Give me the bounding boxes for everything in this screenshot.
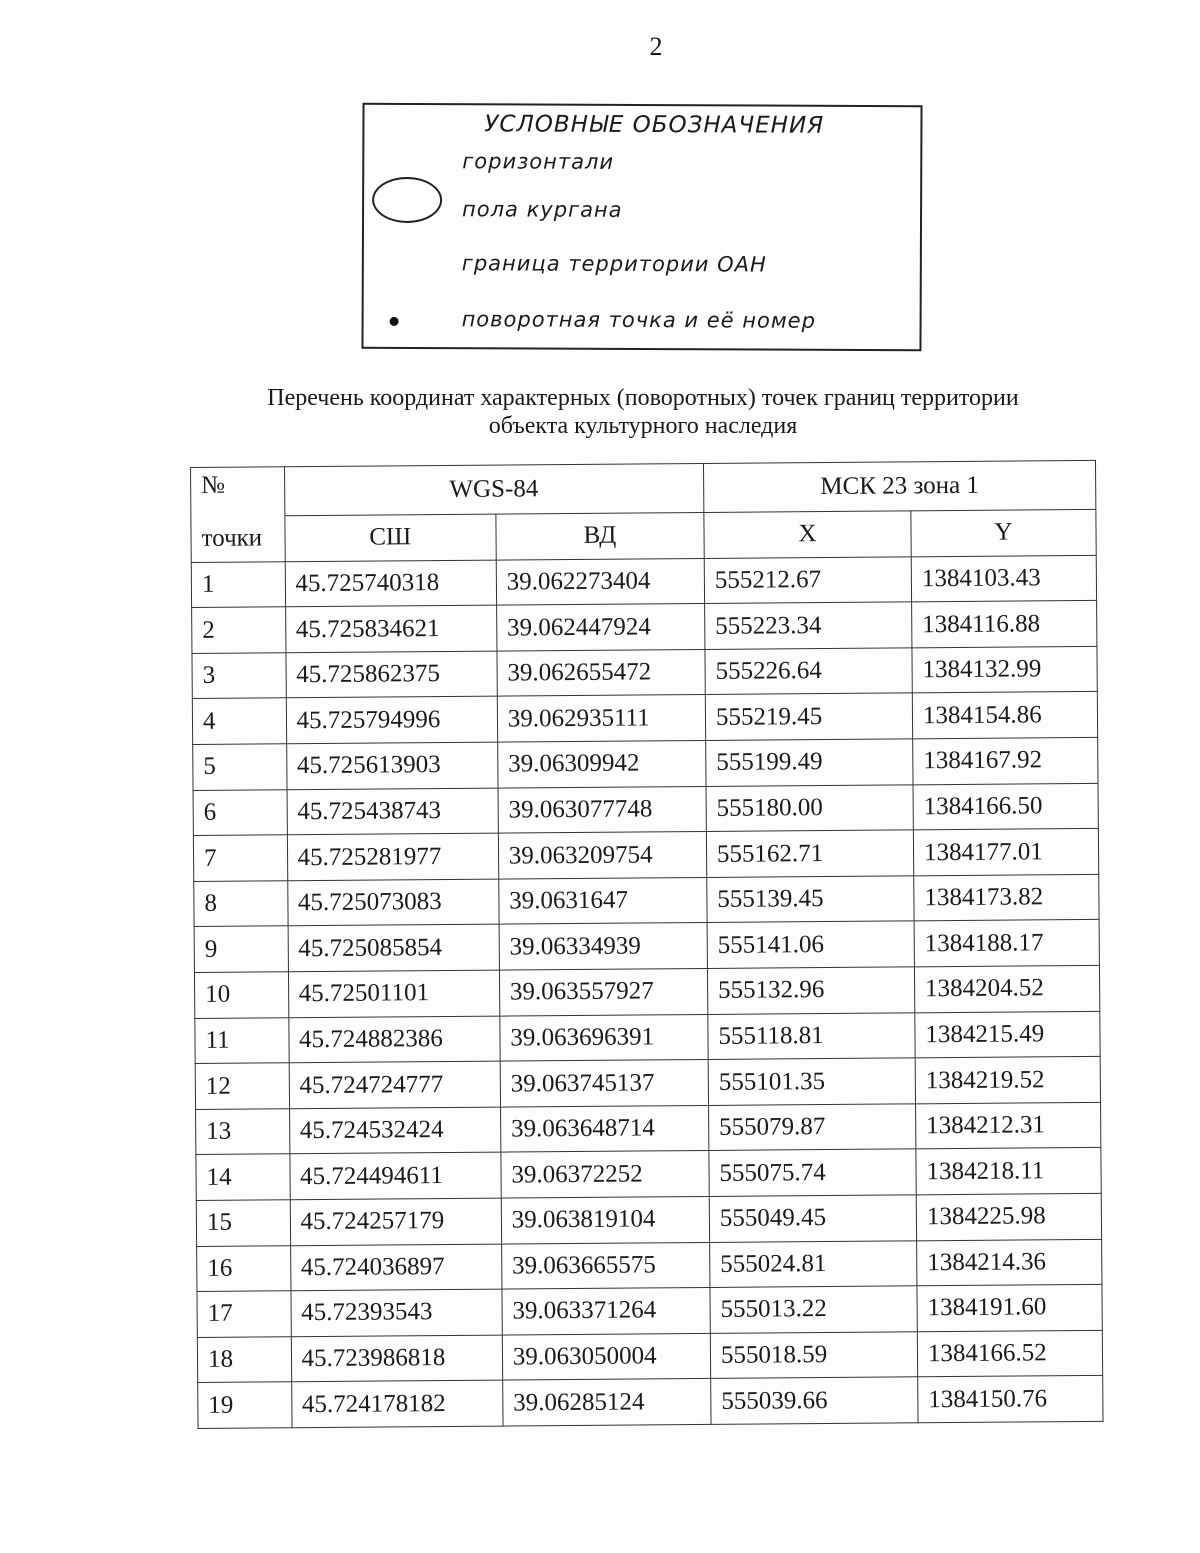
x-coordinate-cell: 555223.34 (705, 602, 912, 649)
table-row (197, 1239, 1102, 1292)
longitude-cell: 39.063745137 (500, 1060, 708, 1107)
table-subheader-row (191, 509, 1096, 562)
latitude-cell: 45.725281977 (287, 833, 499, 880)
point-number-cell: 16 (197, 1245, 291, 1291)
y-coordinate-cell: 1384132.99 (912, 646, 1097, 693)
table-row (193, 737, 1098, 790)
point-number-cell: 7 (193, 835, 287, 881)
y-coordinate-cell: 1384167.92 (913, 737, 1098, 784)
point-number-cell: 15 (196, 1200, 290, 1246)
point-number-cell: 11 (195, 1017, 289, 1063)
header-wgs: WGS-84 (284, 463, 704, 515)
table-row (192, 646, 1097, 699)
longitude-cell: 39.063557927 (499, 968, 707, 1015)
table-row (192, 692, 1097, 745)
table-caption (200, 384, 1086, 440)
latitude-cell: 45.725834621 (285, 605, 497, 652)
latitude-cell: 45.725862375 (286, 651, 498, 698)
table-row (191, 555, 1096, 608)
point-number-cell: 3 (192, 653, 286, 699)
table-row (194, 920, 1099, 973)
longitude-cell: 39.063696391 (500, 1014, 708, 1061)
longitude-cell: 39.062935111 (497, 695, 705, 742)
table-row (195, 1011, 1100, 1064)
legend-item-boundary: граница территории ОАН (461, 251, 767, 277)
y-coordinate-cell: 1384212.31 (916, 1102, 1101, 1149)
latitude-cell: 45.724724777 (289, 1061, 501, 1108)
y-coordinate-cell: 1384166.50 (913, 783, 1098, 830)
y-coordinate-cell: 1384204.52 (914, 965, 1099, 1012)
point-number-cell: 12 (195, 1063, 289, 1109)
point-number-cell: 17 (197, 1291, 291, 1337)
page-number: 2 (649, 32, 663, 61)
latitude-cell: 45.725085854 (288, 925, 500, 972)
y-coordinate-cell: 1384191.60 (917, 1285, 1102, 1332)
y-coordinate-cell: 1384116.88 (912, 601, 1097, 648)
point-number-cell: 8 (194, 881, 288, 927)
caption-line-1: Перечень координат характерных (поворотных) точек границ территории (267, 385, 1019, 411)
longitude-cell: 39.063665575 (501, 1242, 709, 1289)
y-coordinate-cell: 1384166.52 (917, 1330, 1102, 1377)
point-number-cell: 13 (196, 1109, 290, 1155)
longitude-cell: 39.062655472 (497, 649, 705, 696)
longitude-cell: 39.063077748 (498, 786, 706, 833)
latitude-cell: 45.724532424 (289, 1107, 501, 1154)
y-coordinate-cell: 1384214.36 (917, 1239, 1102, 1286)
longitude-cell: 39.06372252 (501, 1151, 709, 1198)
longitude-cell: 39.06334939 (499, 923, 707, 970)
longitude-cell: 39.063209754 (498, 832, 706, 879)
header-lat: СШ (284, 514, 496, 561)
longitude-cell: 39.062447924 (496, 604, 704, 651)
legend-title: УСЛОВНЫЕ ОБОЗНАЧЕНИЯ (484, 111, 825, 139)
table-header-row (191, 460, 1096, 516)
table-row (197, 1330, 1102, 1383)
point-number-cell: 10 (194, 972, 288, 1018)
longitude-cell: 39.063371264 (502, 1288, 710, 1335)
y-coordinate-cell: 1384150.76 (918, 1376, 1103, 1423)
latitude-cell: 45.725740318 (285, 560, 497, 607)
header-point: точки (191, 516, 285, 562)
table-row (196, 1148, 1101, 1201)
caption-line-2: объекта культурного наследия (488, 413, 798, 439)
legend-item-contours: горизонтали (462, 149, 615, 174)
point-number-cell: 18 (197, 1337, 291, 1383)
legend-item-turning-point: поворотная точка и её номер (461, 307, 817, 333)
y-coordinate-cell: 1384219.52 (915, 1057, 1100, 1104)
table-row (197, 1285, 1102, 1338)
x-coordinate-cell: 555118.81 (708, 1012, 915, 1059)
longitude-cell: 39.062273404 (496, 558, 704, 605)
y-coordinate-cell: 1384225.98 (916, 1193, 1101, 1240)
longitude-cell: 39.063819104 (501, 1196, 709, 1243)
table-row (198, 1376, 1103, 1429)
latitude-cell: 45.724882386 (288, 1016, 500, 1063)
point-number-cell: 9 (194, 926, 288, 972)
table-row (193, 783, 1098, 836)
table-row (193, 829, 1098, 882)
x-coordinate-cell: 555024.81 (710, 1240, 917, 1287)
x-coordinate-cell: 555226.64 (705, 648, 912, 695)
latitude-cell: 45.725073083 (287, 879, 499, 926)
header-y: Y (911, 509, 1096, 556)
x-coordinate-cell: 555162.71 (706, 830, 913, 877)
table-row (195, 1057, 1100, 1110)
table-row (196, 1193, 1101, 1246)
x-coordinate-cell: 555132.96 (707, 967, 914, 1014)
x-coordinate-cell: 555141.06 (707, 921, 914, 968)
point-number-cell: 1 (191, 561, 285, 607)
x-coordinate-cell: 555075.74 (709, 1149, 916, 1196)
latitude-cell: 45.724494611 (289, 1152, 501, 1199)
latitude-cell: 45.725613903 (286, 742, 498, 789)
latitude-cell: 45.724257179 (290, 1198, 502, 1245)
header-msk: МСК 23 зона 1 (703, 460, 1095, 512)
latitude-cell: 45.724036897 (290, 1244, 502, 1291)
y-coordinate-cell: 1384215.49 (915, 1011, 1100, 1058)
x-coordinate-cell: 555199.49 (706, 739, 913, 786)
legend-item-mound-floor: пола кургана (462, 197, 623, 222)
latitude-cell: 45.72501101 (288, 970, 500, 1017)
dot-icon (390, 317, 399, 326)
x-coordinate-cell: 555101.35 (708, 1058, 915, 1105)
x-coordinate-cell: 555013.22 (710, 1286, 917, 1333)
x-coordinate-cell: 555049.45 (709, 1195, 916, 1242)
longitude-cell: 39.06309942 (497, 741, 705, 788)
x-coordinate-cell: 555139.45 (707, 876, 914, 923)
x-coordinate-cell: 555039.66 (711, 1377, 918, 1424)
x-coordinate-cell: 555079.87 (708, 1104, 915, 1151)
y-coordinate-cell: 1384177.01 (913, 829, 1098, 876)
point-number-cell: 5 (193, 744, 287, 790)
y-coordinate-cell: 1384218.11 (916, 1148, 1101, 1195)
latitude-cell: 45.725794996 (286, 697, 498, 744)
latitude-cell: 45.724178182 (291, 1380, 503, 1427)
longitude-cell: 39.0631647 (499, 877, 707, 924)
x-coordinate-cell: 555180.00 (706, 784, 913, 831)
longitude-cell: 39.063050004 (502, 1333, 710, 1380)
table-row (194, 965, 1099, 1018)
ellipse-icon (372, 177, 442, 223)
header-x: X (704, 511, 911, 558)
header-lon: ВД (496, 513, 704, 560)
table-row (194, 874, 1099, 927)
latitude-cell: 45.72393543 (291, 1289, 503, 1336)
point-number-cell: 6 (193, 789, 287, 835)
longitude-cell: 39.06285124 (502, 1379, 710, 1426)
header-num: № (191, 467, 285, 517)
point-number-cell: 2 (192, 607, 286, 653)
coordinates-table (190, 460, 1104, 1429)
y-coordinate-cell: 1384103.43 (911, 555, 1096, 602)
longitude-cell: 39.063648714 (500, 1105, 708, 1152)
legend-box (361, 103, 922, 351)
y-coordinate-cell: 1384188.17 (914, 920, 1099, 967)
point-number-cell: 4 (192, 698, 286, 744)
latitude-cell: 45.725438743 (287, 788, 499, 835)
point-number-cell: 14 (196, 1154, 290, 1200)
x-coordinate-cell: 555212.67 (704, 557, 911, 604)
table-row (192, 601, 1097, 654)
x-coordinate-cell: 555219.45 (705, 693, 912, 740)
y-coordinate-cell: 1384173.82 (914, 874, 1099, 921)
point-number-cell: 19 (198, 1382, 292, 1428)
y-coordinate-cell: 1384154.86 (912, 692, 1097, 739)
latitude-cell: 45.723986818 (291, 1335, 503, 1382)
x-coordinate-cell: 555018.59 (710, 1332, 917, 1379)
table-row (196, 1102, 1101, 1155)
